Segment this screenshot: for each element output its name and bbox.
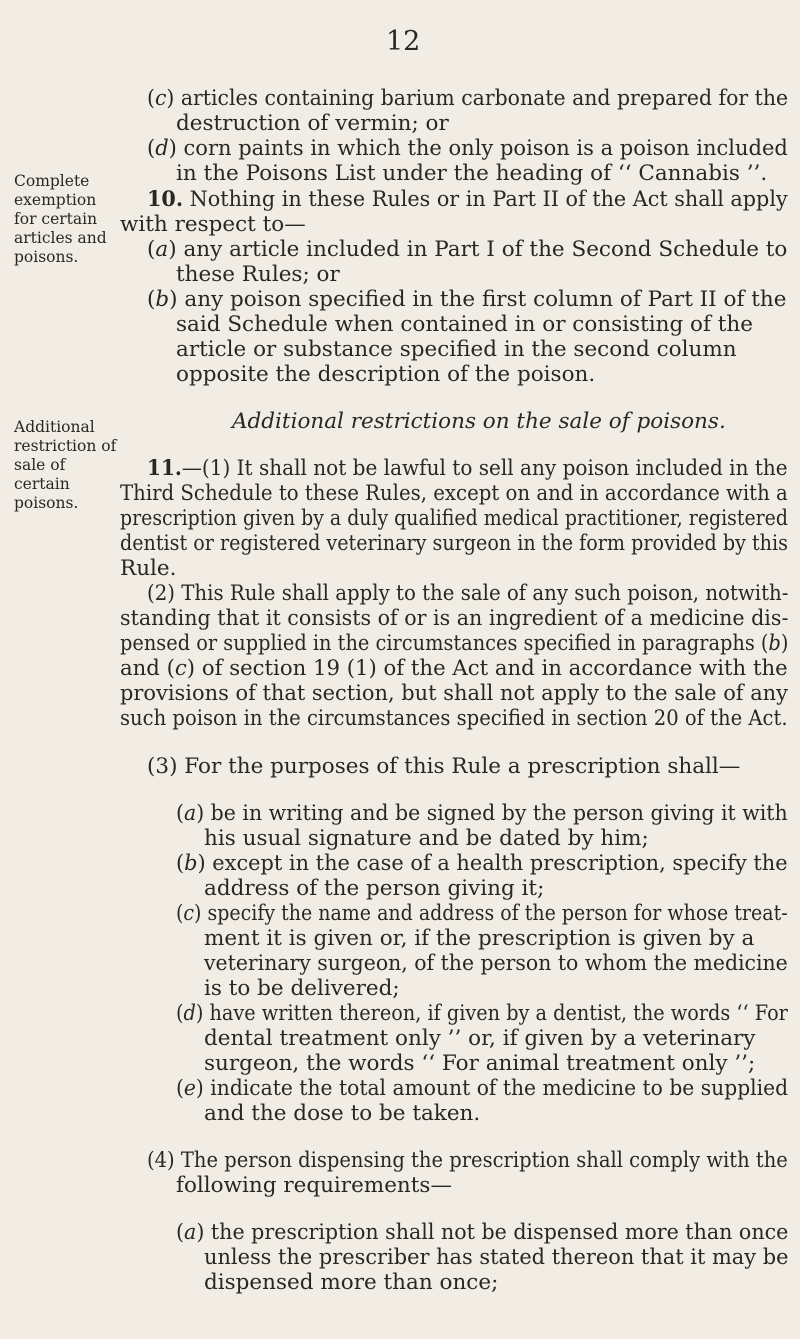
- text-line: such poison in the circumstances specified in section 20 of the Act.: [120, 706, 788, 731]
- text-line: Rule.: [120, 556, 177, 581]
- text-line: following requirements—: [176, 1173, 452, 1198]
- text-line: (a) the prescription shall not be dispensed more than once: [176, 1220, 789, 1245]
- text-line: (a) be in writing and be signed by the person giving it with: [176, 801, 788, 826]
- text-line: dentist or registered veterinary surgeon in the form provided by this: [120, 531, 788, 556]
- text-line: (a) any article included in Part I of the Second Schedule to: [147, 237, 788, 262]
- margin-note-line: sale of: [14, 456, 66, 474]
- text-line: unless the prescriber has stated thereon that it may be: [204, 1245, 789, 1270]
- text-line: standing that it consists of or is an ingredient of a medicine dis-: [120, 606, 789, 631]
- margin-note-line: poisons.: [14, 494, 79, 512]
- text-line: opposite the description of the poison.: [176, 362, 596, 387]
- text-line: (b) any poison specified in the first column of Part II of the: [147, 287, 787, 312]
- margin-note-line: restriction of: [14, 437, 117, 455]
- text-line: ment it is given or, if the prescription is given by a: [204, 926, 755, 951]
- text-line: 10. Nothing in these Rules or in Part II of the Act shall apply: [147, 187, 788, 212]
- text-line: (c) articles containing barium carbonate and prepared for the: [147, 86, 789, 111]
- margin-note-line: Additional: [14, 418, 95, 436]
- text-line: dental treatment only ’’ or, if given by a veterinary: [204, 1026, 756, 1051]
- margin-note-line: exemption: [14, 191, 97, 209]
- text-line: dispensed more than once;: [204, 1270, 499, 1295]
- text-line: (4) The person dispensing the prescription shall comply with the: [147, 1148, 788, 1173]
- text-line: (3) For the purposes of this Rule a prescription shall—: [147, 754, 741, 779]
- text-line: (d) have written thereon, if given by a dentist, the words ‘‘ For: [176, 1001, 788, 1026]
- text-line: his usual signature and be dated by him;: [204, 826, 649, 851]
- text-line: 11.—(1) It shall not be lawful to sell any poison included in the: [147, 456, 788, 481]
- margin-note-line: certain: [14, 475, 70, 493]
- margin-note-additional-restriction: [14, 418, 124, 513]
- text-line: Third Schedule to these Rules, except on and in accordance with a: [120, 481, 788, 506]
- margin-note-line: poisons.: [14, 248, 79, 266]
- text-line: (b) except in the case of a health prescription, specify the: [176, 851, 788, 876]
- text-line: (2) This Rule shall apply to the sale of any such poison, notwith-: [147, 581, 789, 606]
- text-line: is to be delivered;: [204, 976, 400, 1001]
- text-line: address of the person giving it;: [204, 876, 545, 901]
- section-heading: Additional restrictions on the sale of poisons.: [232, 409, 726, 434]
- text-line: with respect to—: [120, 212, 306, 237]
- margin-note-line: Complete: [14, 172, 90, 190]
- page-number: 12: [386, 26, 421, 57]
- text-line: surgeon, the words ‘‘ For animal treatment only ’’;: [204, 1051, 756, 1076]
- text-line: these Rules; or: [176, 262, 340, 287]
- text-line: (c) specify the name and address of the person for whose treat-: [176, 901, 788, 926]
- text-line: said Schedule when contained in or consisting of the: [176, 312, 753, 337]
- text-line: provisions of that section, but shall not apply to the sale of any: [120, 681, 788, 706]
- margin-note-complete-exemption: [14, 172, 124, 267]
- text-line: and (c) of section 19 (1) of the Act and in accordance with the: [120, 656, 788, 681]
- margin-note-line: articles and: [14, 229, 107, 247]
- text-line: pensed or supplied in the circumstances specified in paragraphs (b): [120, 631, 789, 656]
- text-line: prescription given by a duly qualified medical practitioner, registered: [120, 506, 788, 531]
- margin-note-line: for certain: [14, 210, 98, 228]
- text-line: destruction of vermin; or: [176, 111, 449, 136]
- text-line: (e) indicate the total amount of the medicine to be supplied: [176, 1076, 789, 1101]
- text-line: veterinary surgeon, of the person to whom the medicine: [204, 951, 788, 976]
- text-line: in the Poisons List under the heading of ‘‘ Cannabis ’’.: [176, 161, 768, 186]
- text-line: and the dose to be taken.: [204, 1101, 481, 1126]
- text-line: (d) corn paints in which the only poison is a poison included: [147, 136, 788, 161]
- text-line: article or substance specified in the second column: [176, 337, 737, 362]
